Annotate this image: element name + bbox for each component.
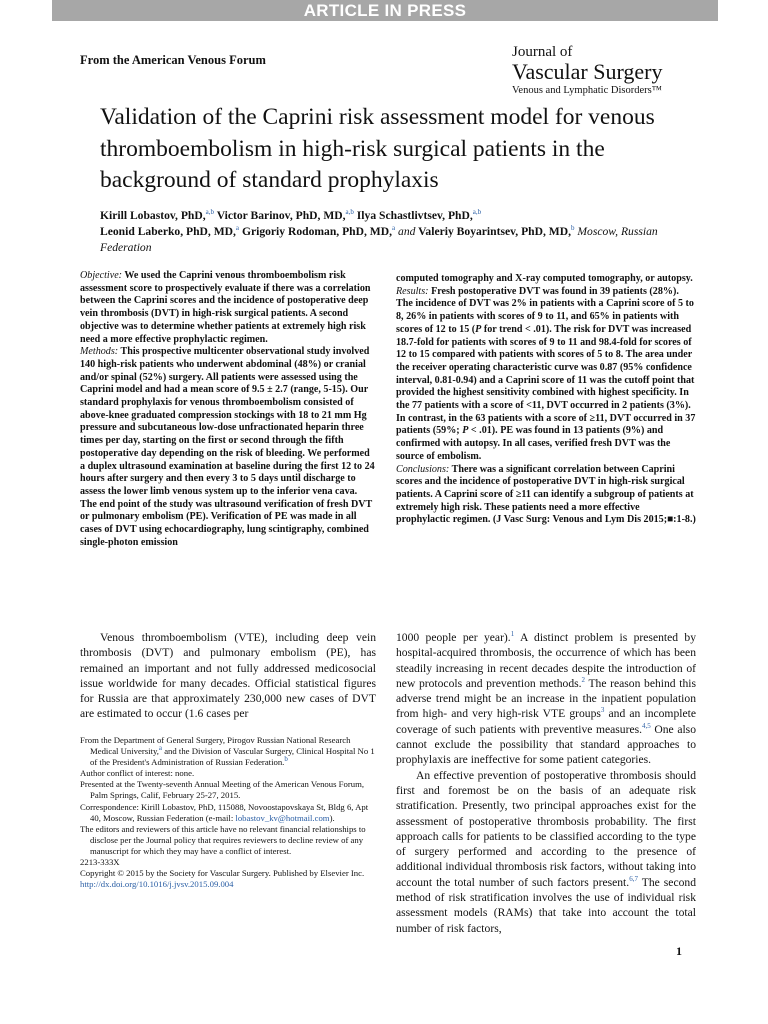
- footnote-affiliations: [80, 735, 376, 768]
- footnote-presented: Presented at the Twenty-seventh Annual Meeting of the American Venous Forum, Palm Springs, Calif, February 25-27, 2015.: [80, 779, 365, 801]
- author-name: Ilya Schastlivtsev, PhD,: [356, 209, 473, 222]
- body-text: An effective prevention of postoperative thrombosis should first and foremost be on the basis of an adequate risk stratification. Presently, two principal approaches exist for the assessment of postoperative thrombosis probability. The first approach calls for patients to be classified according to the type of surgery performed and according to the presence of additional individual thrombosis risk factors, without taking into account the total number of such factors present.: [396, 768, 696, 889]
- abstract-methods-heading: Methods:: [80, 346, 119, 358]
- affiliation-ref[interactable]: a: [158, 744, 163, 753]
- footnote-text: Correspondence: Kirill Lobastov, PhD, 115088, Novoostapovskaya St, Bldg 6, Apt 40, Moscow, Russian Federation (e-mail:: [80, 801, 369, 823]
- body-paragraph: [396, 768, 696, 936]
- page-number: 1: [676, 944, 682, 958]
- doi-link[interactable]: http://dx.doi.org/10.1016/j.jvsv.2015.09.004: [80, 879, 234, 890]
- affiliation-ref[interactable]: a,b: [472, 208, 482, 217]
- abstract-column-left: [80, 270, 376, 549]
- abstract-results-text: Fresh postoperative DVT was found in 39 patients (28%). The incidence of DVT was 2% in patients with a Caprini score of 5 to 8, 26% in patients with scores of 9 to 11, and 65% in patients with scores of 12 to 15 (: [396, 285, 694, 335]
- footnote-conflict: Author conflict of interest: none.: [80, 768, 195, 779]
- abstract-methods-continued: computed tomography and X-ray computed tomography, or autopsy.: [396, 273, 693, 284]
- journal-line-3: Venous and Lymphatic Disorders™: [512, 85, 662, 96]
- footnotes: [80, 735, 376, 890]
- citation-link[interactable]: 1: [510, 630, 515, 639]
- author-name: Valeriy Boyarintsev, PhD, MD,: [418, 225, 571, 238]
- author-location: Moscow, Russian Federation: [100, 225, 658, 254]
- affiliation-ref[interactable]: a: [392, 224, 396, 233]
- abstract-p-symbol: P: [475, 323, 482, 335]
- body-text: and an incomplete coverage of such patients with preventive measures.: [396, 707, 696, 736]
- citation-link[interactable]: 6,7: [629, 874, 638, 883]
- author-conjunction: and: [398, 225, 416, 238]
- body-text: One also cannot exclude the possibility that standard approaches to prophylaxis are ineffective for some patient categories.: [396, 722, 696, 767]
- citation-link[interactable]: 2: [581, 676, 586, 685]
- footnote-text: and the Division of Vascular Surgery, Clinical Hospital No 1 of the President's Administration of Russian Federation.: [90, 746, 375, 768]
- footnote-correspondence: [80, 802, 376, 824]
- affiliation-ref[interactable]: a: [235, 224, 240, 233]
- footnote-issn: 2213-333X: [80, 857, 120, 868]
- footnote-copyright: Copyright © 2015 by the Society for Vascular Surgery. Published by Elsevier Inc.: [80, 868, 365, 879]
- abstract-results-text: for trend < .01). The risk for DVT was increased 18.7-fold for patients with scores of 9 to 11 and 98.4-fold for scores of 12 to 15 compared with patients with scores of 5 to 8. The area under the receiver operating characteristic curve was 0.87 (95% confidence interval, 0.81-0.94) and a Caprini score of 11 was the cutoff point that provided the highest sensitivity combined with highest specificity. In the 77 patients with a score of <11, DVT occurred in 2 patients (3%). In contrast, in the 63 patients with a score of ≥11, DVT occurred in 37 patients (59%;: [396, 323, 696, 437]
- journal-logo: [512, 44, 712, 98]
- footnote-editors: The editors and reviewers of this article have no relevant financial relationships to disclose per the Journal policy that requires reviewers to decline review of any manuscript for which they may have a conflict of interest.: [80, 823, 366, 856]
- citation-link[interactable]: 4,5: [642, 721, 651, 730]
- body-column-left: [80, 630, 376, 722]
- abstract-objective-text: We used the Caprini venous thromboembolism risk assessment score to prospectively evaluate if there was a correlation between the Caprini scores and the incidence of postoperative deep vein thrombosis (DVT) in high-risk surgical patients. A second objective was to determine whether patients at extremely high risk need a more effective prophylactic regimen.: [80, 270, 371, 345]
- abstract-column-right: [396, 273, 696, 527]
- forum-label: From the American Venous Forum: [80, 53, 266, 67]
- abstract-objective-heading: Objective:: [80, 270, 123, 281]
- journal-line-2: Vascular Surgery: [512, 59, 663, 84]
- affiliation-ref[interactable]: a,b: [345, 208, 354, 217]
- article-title: Validation of the Caprini risk assessment model for venous thromboembolism in high-risk surgical patients in the background of standard prophylaxis: [100, 104, 655, 193]
- body-paragraph: [396, 630, 696, 768]
- citation-link[interactable]: 3: [600, 706, 605, 715]
- body-column-right: [396, 630, 696, 936]
- body-text: 1000 people per year).: [396, 631, 511, 644]
- author-name: Leonid Laberko, PhD, MD,: [100, 225, 236, 238]
- author-name: Kirill Lobastov, PhD,: [100, 209, 206, 222]
- footnote-text: From the Department of General Surgery, Pirogov Russian National Research Medical University,: [80, 735, 351, 757]
- abstract-methods-text: This prospective multicenter observational study involved 140 high-risk patients who underwent abdominal (48%) or cranial and/or spinal (52%) surgery. All patients were assessed using the Caprini model and had a mean score of 9.5 ± 2.7 (range, 5-15). Our standard prophylaxis for venous thromboembolism consisted of above-knee graduated compression stockings with 18 to 21 mm Hg pressure and subcutaneous low-dose unfractionated heparin three times per day, starting on the first or second through the fifth postoperative day depending on the risk of bleeding. We performed a duplex ultrasound examination at baseline during the first 12 to 24 hours after surgery and then every 3 to 5 days until discharge to assess the lower limb venous system up to the inferior vena cava. The end point of the study was ultrasound verification of fresh DVT or pulmonary embolism (PE). Verification of PE was made in all cases of DVT using echocardiography, lung scintigraphy, combined single-photon emission: [80, 346, 375, 548]
- abstract-p-symbol: P: [462, 425, 469, 437]
- article-in-press-banner: ARTICLE IN PRESS: [52, 0, 718, 21]
- body-paragraph: Venous thromboembolism (VTE), including deep vein thrombosis (DVT) and pulmonary embolism (PE), has remained an important and not fully addressed medicosocial issue worldwide for many decades. Official statistical figures for Russia are that approximately 230,000 new cases of DVT are estimated to occur (1.6 cases per: [80, 631, 376, 721]
- affiliation-ref[interactable]: a,b: [205, 208, 215, 217]
- body-text: A distinct problem is presented by hospital-acquired thrombosis, the occurrence of which has been steadily increasing in recent decades despite the introduction of new protocols and prevention methods.: [396, 631, 697, 690]
- affiliation-ref[interactable]: b: [570, 224, 575, 233]
- abstract-results-heading: Results:: [396, 285, 429, 297]
- abstract-results-text: < .01). PE was found in 13 patients (9%) and confirmed with autopsy. In all cases, verified fresh DVT was the source of embolism.: [396, 425, 671, 462]
- body-text: The second method of risk stratification involves the use of individual risk assessment models (RAMs) that take into account the total number of risk factors,: [396, 875, 696, 935]
- email-link[interactable]: lobastov_kv@hotmail.com: [235, 812, 330, 823]
- journal-line-1: Journal of: [512, 44, 573, 60]
- footnote-text: ).: [329, 812, 335, 823]
- author-name: Grigoriy Rodoman, PhD, MD,: [241, 225, 393, 238]
- author-name: Victor Barinov, PhD, MD,: [216, 209, 346, 222]
- abstract-conclusions-heading: Conclusions:: [396, 463, 450, 475]
- affiliation-ref[interactable]: b: [284, 755, 288, 764]
- abstract-conclusions-text: There was a significant correlation between Caprini scores and the incidence of postoperative DVT in high-risk surgical patients. A Caprini score of ≥11 can identify a subgroup of patients at extremely high risk. These patients need a more effective prophylactic regimen. (J Vasc Surg: Venous and Lym Dis 2015;■:1-8.): [396, 463, 696, 526]
- author-list: [100, 208, 700, 256]
- body-text: The reason behind this adverse trend might be an increase in the inpatient population from high- and very high-risk VTE groups: [396, 676, 696, 721]
